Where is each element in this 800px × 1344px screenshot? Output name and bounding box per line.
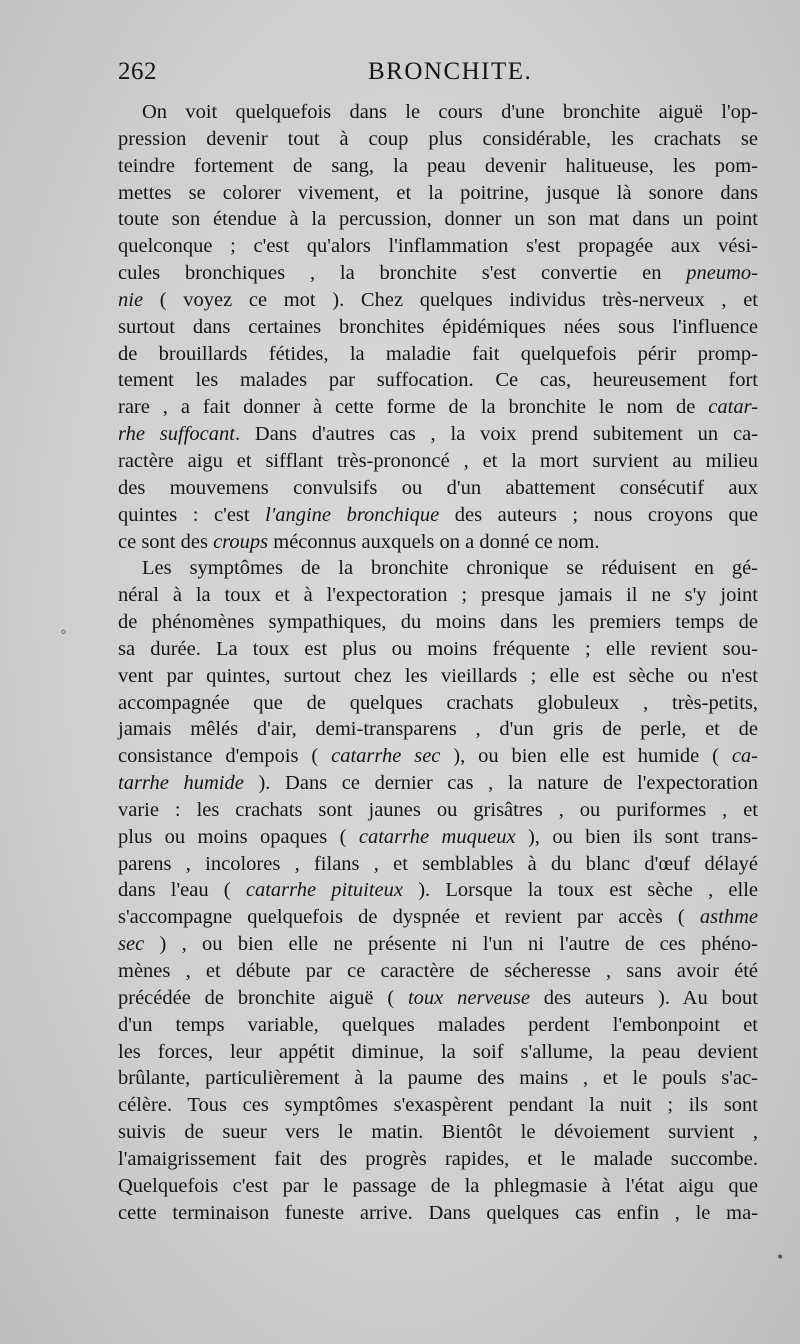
text-line	[118, 394, 758, 421]
text-segment: ). Lorsque la toux est sèche , elle	[403, 879, 758, 902]
text-segment: ractère aigu et sifflant très-prononcé , et la mort survient au milieu	[118, 449, 758, 472]
italic-term: l'angine bronchique	[265, 503, 440, 526]
text-segment: précédée de bronchite aiguë (	[118, 986, 408, 1009]
text-line	[118, 1119, 758, 1146]
text-segment: ), ou bien elle est humide (	[440, 745, 732, 768]
text-segment: Quelquefois c'est par le passage de la phlegmasie à l'état aigu que	[118, 1174, 758, 1197]
text-segment: On voit quelquefois dans le cours d'une bronchite aiguë l'op-	[142, 101, 758, 123]
text-line	[118, 609, 758, 636]
text-line	[118, 421, 758, 448]
text-segment: consistance d'empois (	[118, 745, 332, 768]
italic-term: nie	[118, 288, 144, 311]
page-number: 262	[118, 58, 157, 85]
italic-term: catarrhe muqueux	[358, 825, 516, 848]
text-segment: ( voyez ce mot ). Chez quelques individus très-nerveux , et	[143, 288, 758, 311]
text-line	[118, 877, 758, 904]
margin-mark-right: •	[776, 1250, 785, 1266]
text-segment: cules bronchiques , la bronchite s'est convertie en	[118, 262, 687, 285]
text-segment: des mouvemens convulsifs ou d'un abattement consécutif aux	[118, 476, 758, 499]
text-line	[118, 1092, 758, 1119]
italic-term: tarrhe humide	[118, 772, 244, 795]
margin-mark-left: °	[60, 628, 67, 644]
text-line	[118, 797, 758, 824]
text-line	[118, 1173, 758, 1200]
text-segment: s'accompagne quelquefois de dyspnée et revient par accès (	[118, 906, 700, 929]
text-line	[118, 287, 758, 314]
text-segment: quelconque ; c'est qu'alors l'inflammation s'est propagée aux vési-	[118, 235, 758, 258]
italic-term: rhe suffocant	[118, 423, 235, 446]
text-segment: de phénomènes sympathiques, du moins dans les premiers temps de	[118, 611, 758, 634]
text-line	[118, 314, 758, 341]
text-segment: des auteurs ; nous croyons que	[439, 503, 758, 526]
text-line	[118, 663, 758, 690]
text-line	[118, 985, 758, 1012]
running-title: BRONCHITE.	[368, 58, 533, 85]
text-line	[118, 770, 758, 797]
text-line	[118, 824, 758, 851]
text-line	[118, 341, 758, 368]
text-segment: surtout dans certaines bronchites épidémiques nées sous l'influence	[118, 315, 758, 338]
text-line	[118, 716, 758, 743]
text-segment: dans l'eau (	[118, 879, 246, 902]
text-line	[118, 1065, 758, 1092]
text-segment: . Dans d'autres cas , la voix prend subitement un ca-	[234, 423, 758, 446]
text-segment: de brouillards fétides, la maladie fait quelquefois périr promp-	[118, 342, 758, 365]
text-line	[118, 233, 758, 260]
text-segment: rare , a fait donner à cette forme de la bronchite le nom de	[118, 396, 709, 419]
text-segment: mettes se colorer vivement, et la poitrine, jusque là sonore dans	[118, 181, 758, 204]
text-line	[118, 582, 758, 609]
body-text	[118, 99, 758, 1226]
text-line	[118, 153, 758, 180]
text-segment: vent par quintes, surtout chez les vieillards ; elle est sèche ou n'est	[118, 664, 758, 687]
text-segment: plus ou moins opaques (	[118, 825, 359, 848]
text-line	[118, 475, 758, 502]
text-segment: sa durée. La toux est plus ou moins fréquente ; elle revient sou-	[118, 637, 758, 660]
text-line	[118, 206, 758, 233]
text-line	[118, 1039, 758, 1066]
text-segment: suivis de sueur vers le matin. Bientôt le dévoiement survient ,	[118, 1121, 758, 1144]
text-segment: les forces, leur appétit diminue, la soif s'allume, la peau devient	[118, 1040, 758, 1063]
text-line	[118, 743, 758, 770]
text-segment: quintes : c'est	[118, 503, 266, 526]
text-segment: méconnus auxquels on a donné ce nom.	[268, 530, 600, 553]
text-segment: tement les malades par suffocation. Ce cas, heureusement fort	[118, 369, 758, 392]
text-line	[118, 1012, 758, 1039]
italic-term: catarrhe pituiteux	[245, 879, 404, 902]
text-line	[118, 904, 758, 931]
italic-term: asthme	[699, 906, 758, 929]
italic-term: pneumo-	[686, 262, 758, 285]
text-line	[118, 126, 758, 153]
text-line	[118, 1200, 758, 1227]
text-segment: néral à la toux et à l'expectoration ; presque jamais il ne s'y joint	[118, 584, 758, 607]
text-line	[118, 555, 758, 582]
text-line	[118, 931, 758, 958]
italic-term: catar-	[708, 396, 758, 419]
text-segment: l'amaigrissement fait des progrès rapides, et le malade succombe.	[118, 1147, 758, 1170]
text-line	[118, 958, 758, 985]
text-segment: cette terminaison funeste arrive. Dans quelques cas enfin , le ma-	[118, 1201, 758, 1224]
text-segment: varie : les crachats sont jaunes ou grisâtres , ou puriformes , et	[118, 798, 758, 821]
italic-term: ca-	[731, 745, 758, 768]
text-line	[118, 690, 758, 717]
text-line	[118, 260, 758, 287]
text-segment: accompagnée que de quelques crachats globuleux , très-petits,	[118, 691, 758, 714]
text-segment: célère. Tous ces symptômes s'exaspèrent pendant la nuit ; ils sont	[118, 1094, 758, 1117]
text-segment: teindre fortement de sang, la peau devenir halitueuse, les pom-	[118, 154, 758, 177]
text-segment: mènes , et débute par ce caractère de sécheresse , sans avoir été	[118, 960, 758, 982]
text-line	[118, 448, 758, 475]
italic-term: croups	[213, 530, 269, 553]
text-segment: Les symptômes de la bronchite chronique se réduisent en gé-	[142, 557, 758, 580]
text-line	[118, 1146, 758, 1173]
text-line	[118, 529, 758, 556]
text-line	[118, 99, 758, 126]
italic-term: sec	[118, 933, 145, 956]
text-segment: jamais mêlés d'air, demi-transparens , d'un gris de perle, et de	[118, 718, 758, 741]
text-segment: d'un temps variable, quelques malades perdent l'embonpoint et	[118, 1013, 758, 1036]
text-segment: ) , ou bien elle ne présente ni l'un ni l'autre de ces phéno-	[144, 933, 758, 956]
text-segment: brûlante, particulièrement à la paume des mains , et le pouls s'ac-	[118, 1067, 758, 1090]
text-segment: toute son étendue à la percussion, donner un son mat dans un point	[118, 208, 758, 231]
text-line	[118, 851, 758, 878]
italic-term: catarrhe sec	[331, 745, 441, 768]
page-header	[118, 58, 758, 94]
text-segment: parens , incolores , filans , et semblables à du blanc d'œuf délayé	[118, 852, 758, 875]
text-segment: ce sont des	[118, 530, 214, 553]
text-line	[118, 367, 758, 394]
text-segment: ). Dans ce dernier cas , la nature de l'expectoration	[243, 772, 758, 795]
text-line	[118, 180, 758, 207]
italic-term: toux nerveuse	[407, 986, 530, 1009]
text-segment: pression devenir tout à coup plus considérable, les crachats se	[118, 127, 758, 150]
text-line	[118, 636, 758, 663]
text-segment: des auteurs ). Au bout	[529, 986, 758, 1009]
text-line	[118, 502, 758, 529]
text-segment: ), ou bien ils sont trans-	[515, 825, 759, 848]
